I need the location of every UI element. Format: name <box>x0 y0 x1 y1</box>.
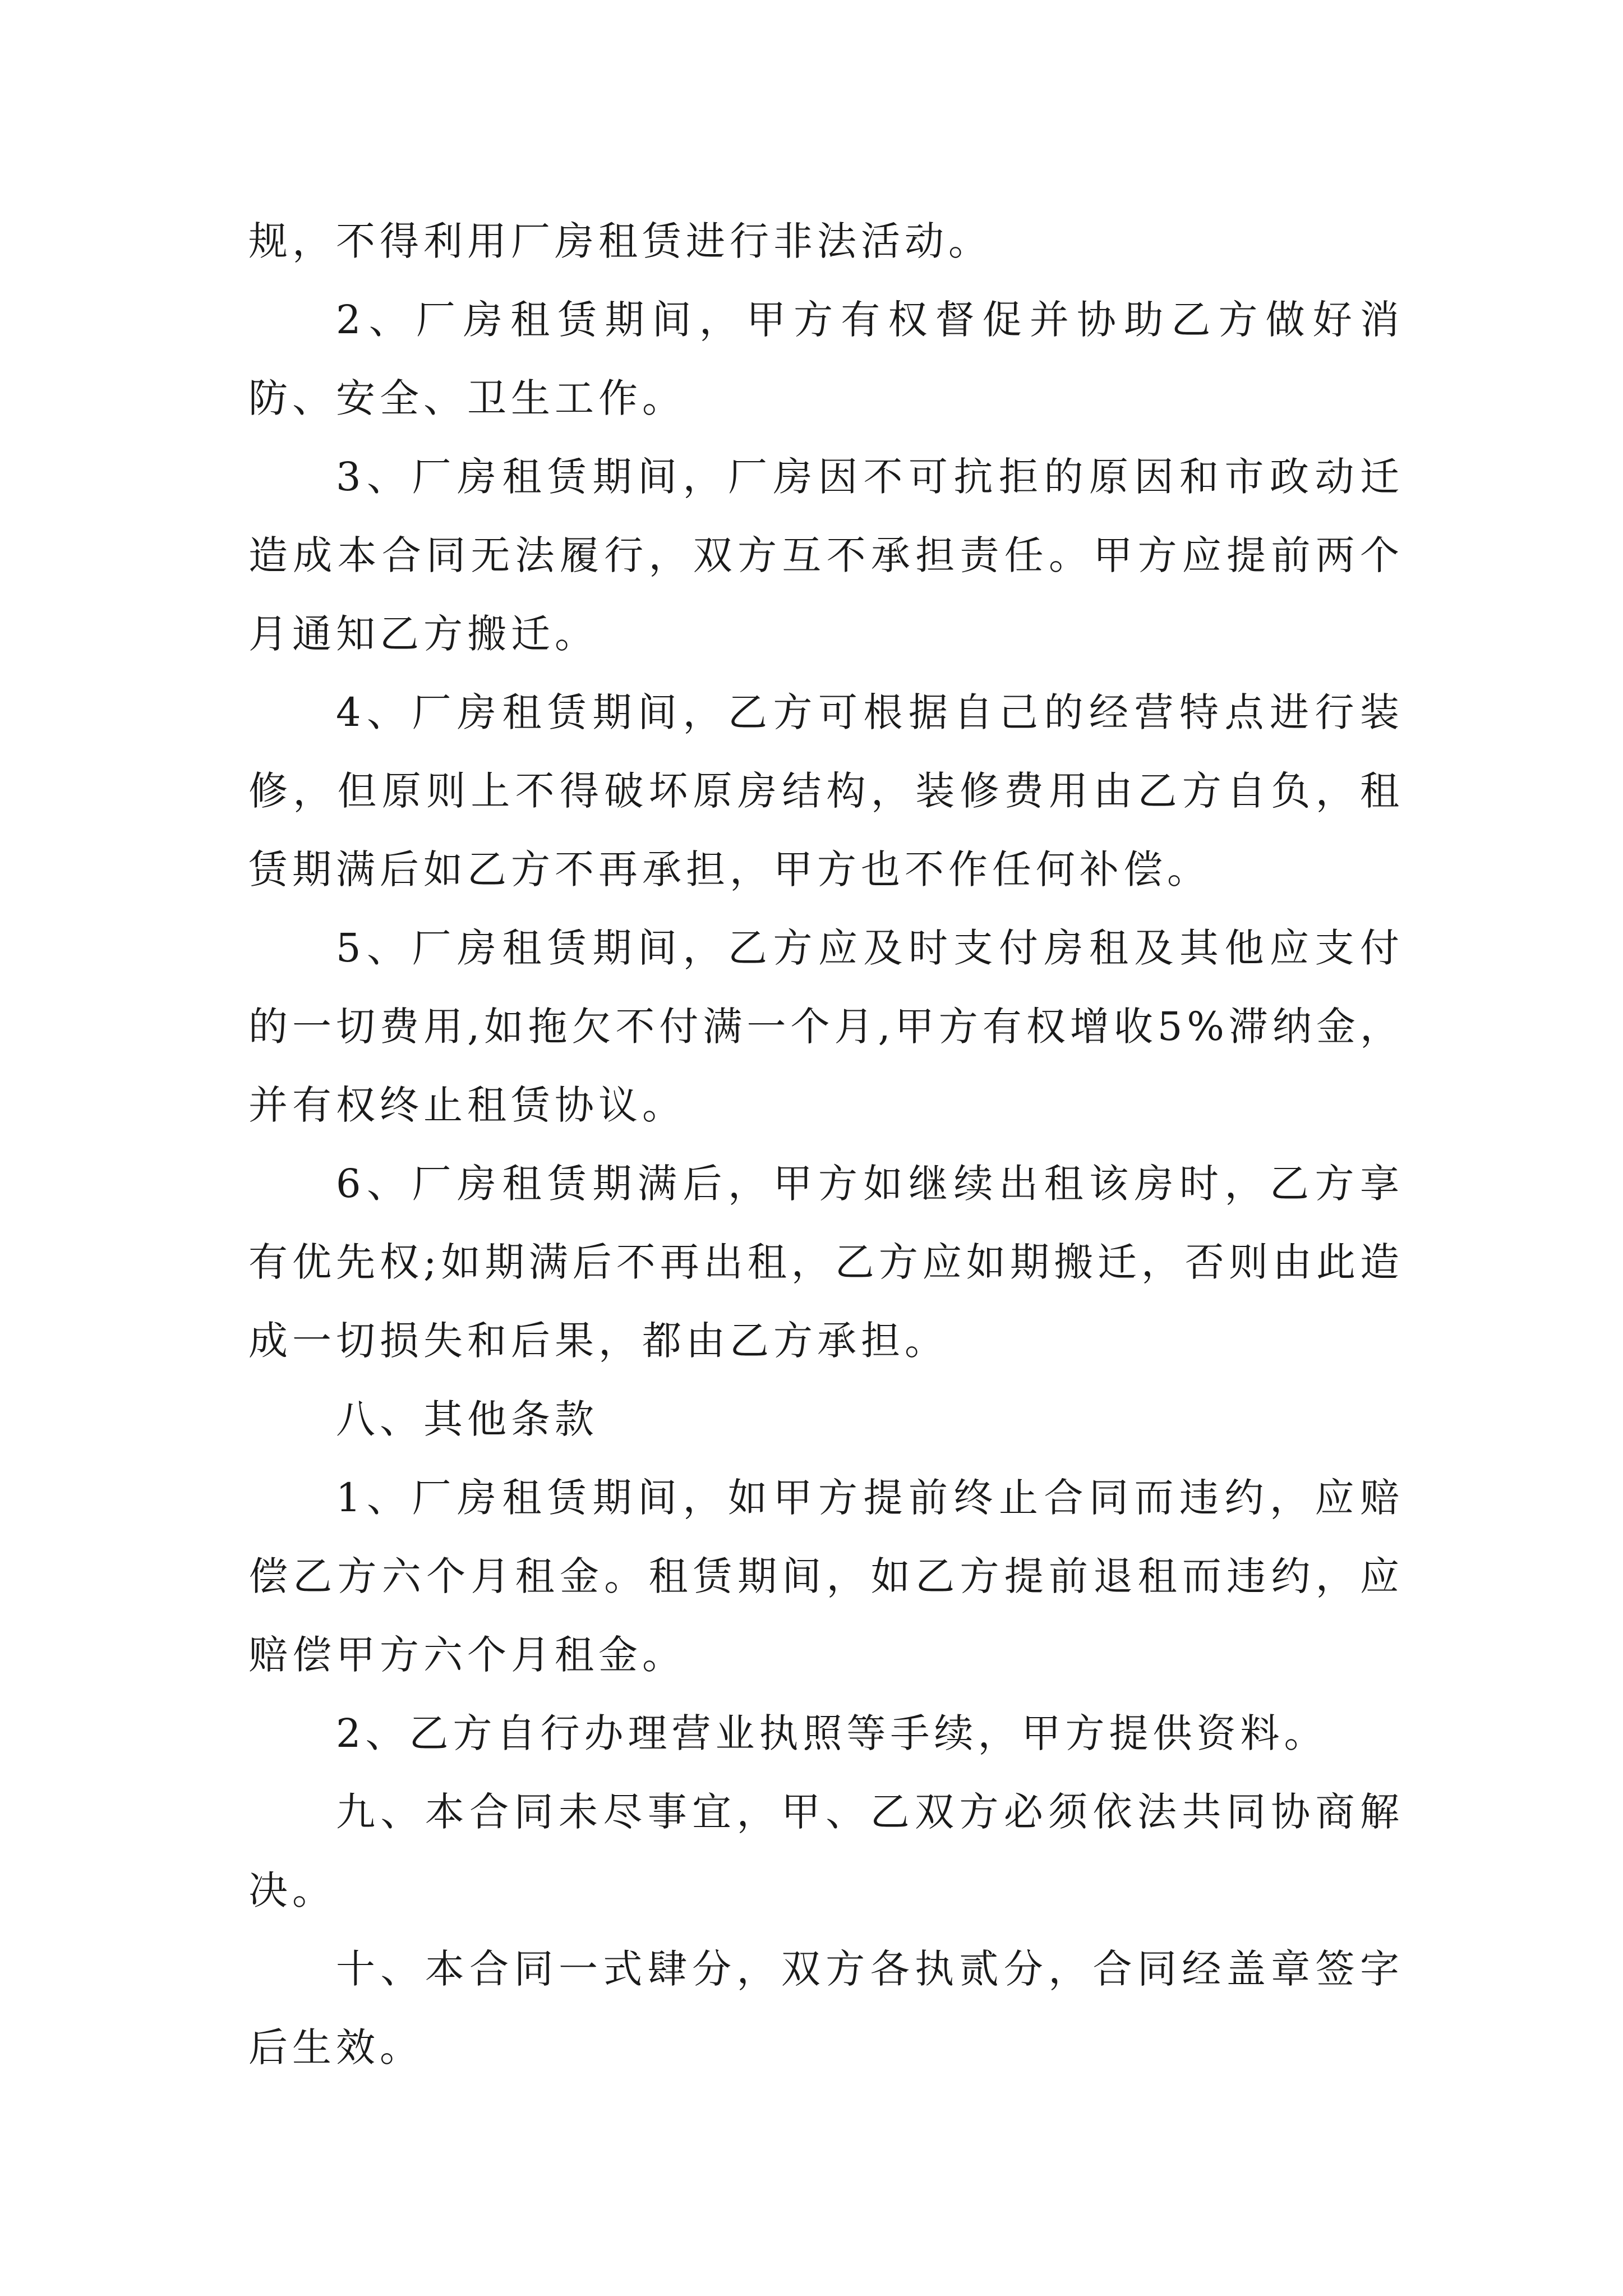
paragraph-other-2: 2、乙方自行办理营业执照等手续，甲方提供资料。 <box>336 1710 1328 1756</box>
paragraph-clause-6: 6、厂房租赁期满后，甲方如继续出租该房时，乙方享有优先权;如期满后不再出租，乙方应如期搬迁，否则由此造成一切损失和后果，都由乙方承担。 <box>248 1161 1404 1364</box>
paragraph-section-10: 十、本合同一式肆分，双方各执贰分，合同经盖章签字后生效。 <box>248 1946 1404 2070</box>
paragraph-clause-5: 5、厂房租赁期间，乙方应及时支付房租及其他应支付的一切费用,如拖欠不付满一个月,甲方有权增收5%滞纳金，并有权终止租赁协议。 <box>248 925 1404 1128</box>
document-body <box>248 202 1404 2087</box>
section-heading-other-terms: 八、其他条款 <box>336 1396 598 1442</box>
paragraph-clause-3: 3、厂房租赁期间，厂房因不可抗拒的原因和市政动迁造成本合同无法履行，双方互不承担责任。甲方应提前两个月通知乙方搬迁。 <box>248 454 1404 657</box>
paragraph-clause-4: 4、厂房租赁期间，乙方可根据自己的经营特点进行装修，但原则上不得破坏原房结构，装修费用由乙方自负，租赁期满后如乙方不再承担，甲方也不作任何补偿。 <box>248 689 1404 892</box>
paragraph-clause-2: 2、厂房租赁期间，甲方有权督促并协助乙方做好消防、安全、卫生工作。 <box>248 297 1404 421</box>
paragraph-other-1: 1、厂房租赁期间，如甲方提前终止合同而违约，应赔偿乙方六个月租金。租赁期间，如乙方提前退租而违约，应赔偿甲方六个月租金。 <box>248 1475 1404 1678</box>
paragraph-continuation: 规，不得利用厂房租赁进行非法活动。 <box>248 218 992 264</box>
paragraph-section-9: 九、本合同未尽事宜，甲、乙双方必须依法共同协商解决。 <box>248 1789 1404 1913</box>
